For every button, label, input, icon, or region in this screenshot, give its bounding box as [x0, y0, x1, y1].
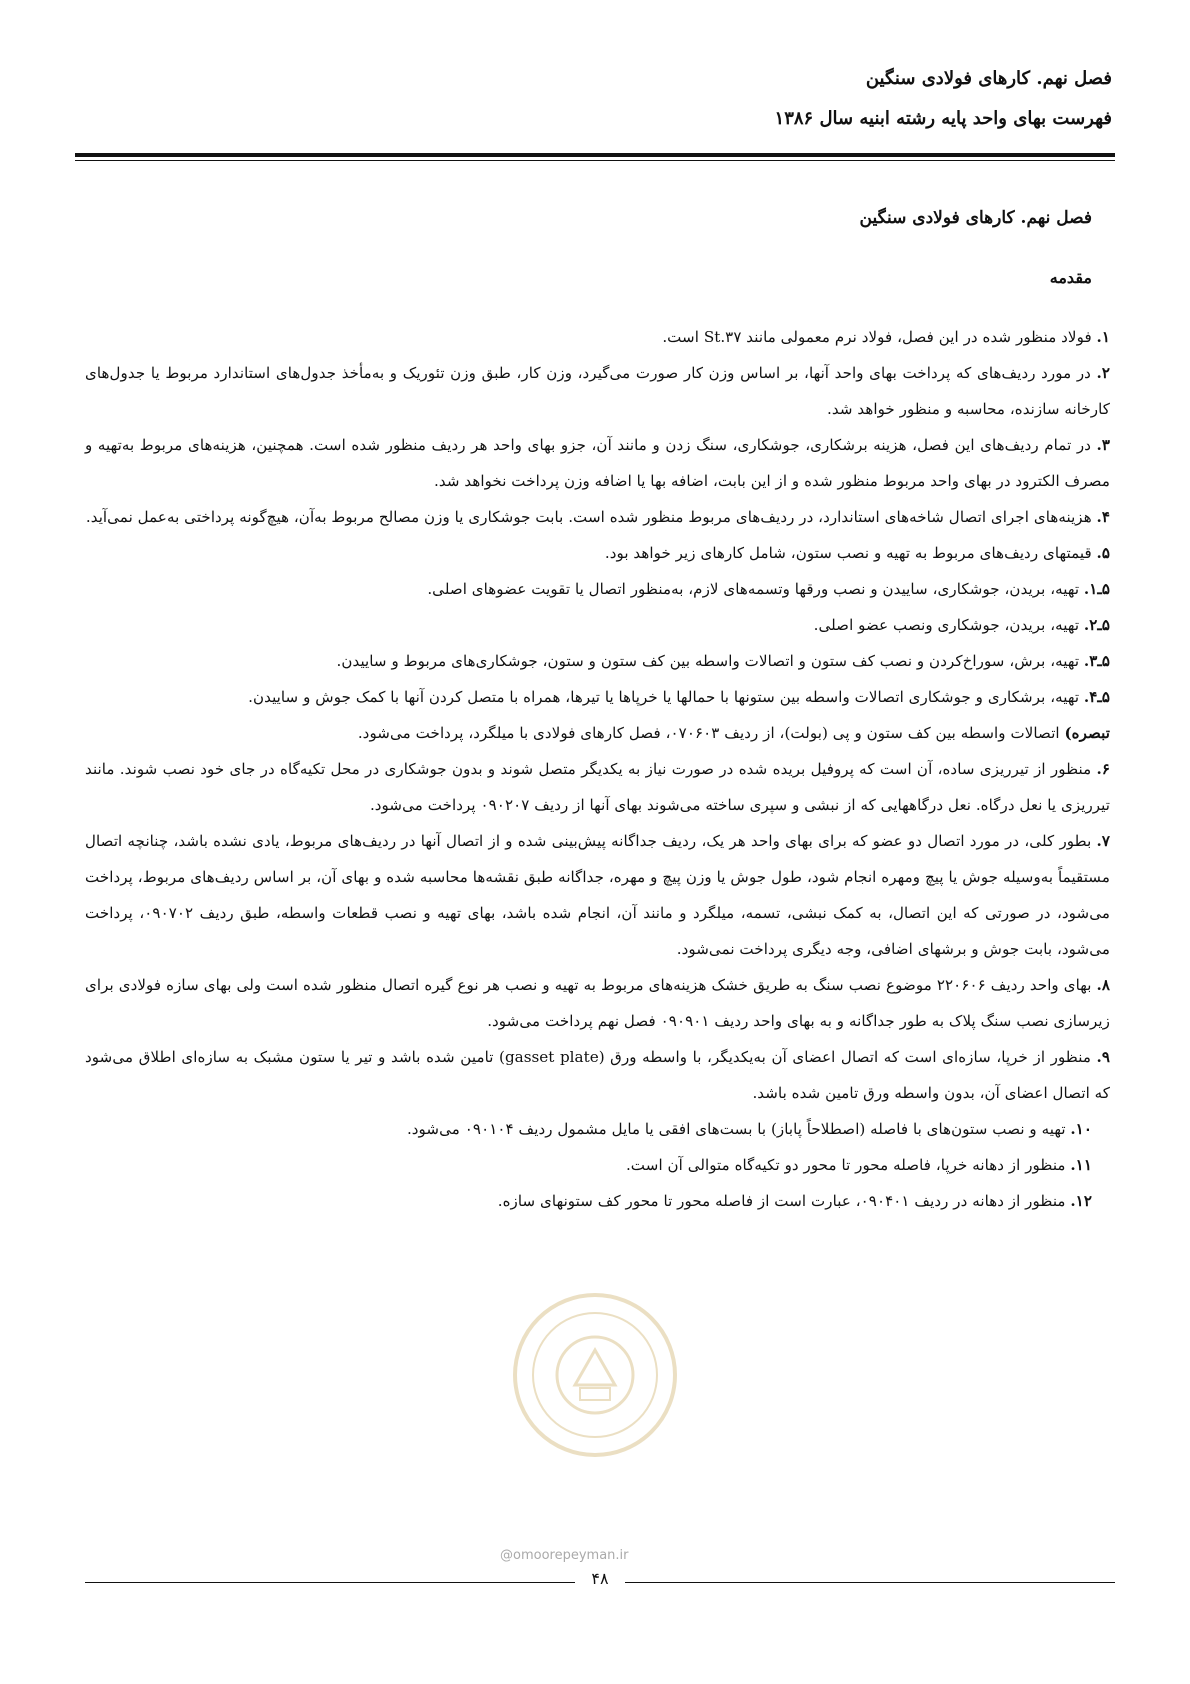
- paragraph-9: [85, 1039, 1110, 1111]
- paragraph-number: ۹.: [1096, 1048, 1110, 1066]
- header-divider-thin: [75, 160, 1115, 161]
- paragraph-number: ۵.: [1096, 544, 1110, 562]
- paragraph-number: ۵ـ۱.: [1083, 580, 1110, 598]
- paragraph-number: ۷.: [1096, 832, 1110, 850]
- paragraph-3: [85, 427, 1110, 499]
- paragraph-2: [85, 355, 1110, 427]
- note-label: تبصره): [1064, 724, 1110, 742]
- paragraph-text: منظور از دهانه خرپا، فاصله محور تا محور دو تکیه‌گاه متوالی آن است.: [625, 1156, 1071, 1174]
- paragraph-number: ۵ـ۴.: [1083, 688, 1110, 706]
- document-body: [85, 200, 1110, 1219]
- paragraph-number: ۱.: [1096, 328, 1110, 346]
- page-number: ۴۸: [591, 1569, 609, 1588]
- paragraph-text: منظور از تیرریزی ساده، آن است که پروفیل بریده شده در صورت نیاز به یکدیگر متصل شوند و بدون جوشکاری در محل تکیه‌گاه در جای خود نصب شوند. مانند تیرریزی یا نعل درگاه. نعل درگاههایی که از نبشی و سپری ساخته می‌شوند بهای آنها از ردیف ۰۹۰۲۰۷ پرداخت می‌شود.: [85, 760, 1110, 814]
- intro-heading: مقدمه: [1049, 268, 1092, 287]
- paragraph-text: تهیه، برش، سوراخ‌کردن و نصب کف ستون و اتصالات واسطه بین کف ستون و ستون، جوشکاری‌های مربوط و ساییدن.: [336, 652, 1084, 670]
- paragraph-5-4: [85, 679, 1110, 715]
- paragraph-text: در تمام ردیف‌های این فصل، هزینه برشکاری، جوشکاری، سنگ زدن و مانند آن، جزو بهای واحد هر ردیف منظور شده است. همچنین، هزینه‌های مربوط به‌تهیه و مصرف الکترود در بهای واحد مربوط منظور شده و از این بابت، اضافه بها یا اضافه وزن پرداخت نخواهد شد.: [85, 436, 1110, 490]
- paragraph-1: [85, 319, 1110, 355]
- paragraph-text: تهیه، بریدن، جوشکاری ونصب عضو اصلی.: [813, 616, 1084, 634]
- price-list-header: فهرست بهای واحد پایه رشته ابنیه سال ۱۳۸۶: [774, 108, 1112, 129]
- paragraph-number: ۴.: [1096, 508, 1110, 526]
- paragraph-text: فولاد منظور شده در این فصل، فولاد نرم معمولی مانند St.۳۷ است.: [662, 328, 1097, 346]
- paragraph-text: قیمتهای ردیف‌های مربوط به تهیه و نصب ستون، شامل کارهای زیر خواهد بود.: [604, 544, 1097, 562]
- watermark-seal-icon: [510, 1290, 680, 1460]
- footer-rule-right: [625, 1582, 1115, 1583]
- paragraph-number: ۵ـ۳.: [1083, 652, 1110, 670]
- paragraph-4: [85, 499, 1110, 535]
- paragraph-5: [85, 535, 1110, 571]
- paragraph-text: بطور کلی، در مورد اتصال دو عضو که برای بهای واحد هر یک، ردیف جداگانه پیش‌بینی شده و از اتصال آنها در ردیف‌های مربوط، یادی نشده باشد، چنانچه اتصال مستقیماً به‌وسیله جوش یا پیچ ومهره انجام شود، طول جوش یا وزن پیچ و مهره، جداگانه طبق نقشه‌ها محاسبه شده و بهای آن، بر اساس ردیف‌های مربوط، پرداخت می‌شود، در صورتی که این اتصال، به کمک نبشی، تسمه، میلگرد و مانند آن، انجام شده باشد، بهای تهیه و نصب قطعات واسطه، طبق ردیف ۰۹۰۷۰۲، پرداخت می‌شود، بابت جوش و برشهای اضافی، وجه دیگری پرداخت نمی‌شود.: [85, 832, 1110, 958]
- paragraph-text: تهیه، برشکاری و جوشکاری اتصالات واسطه بین ستونها با حمالها یا خرپاها یا تیرها، همراه با متصل کردن آنها با کمک جوش و ساییدن.: [248, 688, 1084, 706]
- paragraph-5-3: [85, 643, 1110, 679]
- paragraph-number: ۱۱.: [1070, 1156, 1092, 1174]
- footer-rule-left: [85, 1582, 575, 1583]
- paragraph-number: ۶.: [1096, 760, 1110, 778]
- paragraph-7: [85, 823, 1110, 967]
- paragraph-text: اتصالات واسطه بین کف ستون و پی (بولت)، از ردیف ۰۷۰۶۰۳، فصل کارهای فولادی با میلگرد، پرداخت می‌شود.: [357, 724, 1065, 742]
- paragraph-text: منظور از خرپا، سازه‌ای است که اتصال اعضای آن به‌یکدیگر، با واسطه ورق (gasset plate) تامین شده باشد و تیر یا ستون مشبک به سازه‌ای اطلاق می‌شود که اتصال اعضای آن، بدون واسطه ورق تامین شده باشد.: [85, 1048, 1110, 1102]
- paragraph-number: ۳.: [1096, 436, 1110, 454]
- note-paragraph: [85, 715, 1110, 751]
- paragraph-text: تهیه و نصب ستون‌های با فاصله (اصطلاحاً پاباز) با بست‌های افقی یا مایل مشمول ردیف ۰۹۰۱۰۴ می‌شود.: [406, 1120, 1071, 1138]
- paragraph-text: در مورد ردیف‌های که پرداخت بهای واحد آنها، بر اساس وزن کار صورت می‌گیرد، وزن کار، طبق وزن تئوریک و به‌مأخذ جدول‌های استاندارد مربوط یا جدول‌های کارخانه سازنده، محاسبه و منظور خواهد شد.: [85, 364, 1110, 418]
- chapter-header: فصل نهم. کارهای فولادی سنگین: [865, 68, 1112, 89]
- watermark-url: @omoorepeyman.ir: [500, 1548, 629, 1563]
- paragraph-number: ۱۲.: [1070, 1192, 1092, 1210]
- paragraph-number: ۲.: [1096, 364, 1110, 382]
- paragraph-text: بهای واحد ردیف ۲۲۰۶۰۶ موضوع نصب سنگ به طریق خشک هزینه‌های مربوط به تهیه و نصب هر نوع گیره اتصال منظور شده است ولی بهای سازه فولادی برای زیرسازی نصب سنگ پلاک به طور جداگانه و به بهای واحد ردیف ۰۹۰۹۰۱ فصل نهم پرداخت می‌شود.: [85, 976, 1110, 1030]
- paragraph-5-2: [85, 607, 1110, 643]
- paragraph-text: منظور از دهانه در ردیف ۰۹۰۴۰۱، عبارت است از فاصله محور تا محور کف ستونهای سازه.: [497, 1192, 1071, 1210]
- paragraph-6: [85, 751, 1110, 823]
- paragraph-12: [85, 1183, 1092, 1219]
- paragraph-10: [85, 1111, 1092, 1147]
- paragraph-text: تهیه، بریدن، جوشکاری، ساییدن و نصب ورقها وتسمه‌های لازم، به‌منظور اتصال یا تقویت عضوهای اصلی.: [427, 580, 1084, 598]
- paragraph-11: [85, 1147, 1092, 1183]
- paragraph-8: [85, 967, 1110, 1039]
- paragraph-number: ۸.: [1096, 976, 1110, 994]
- paragraph-5-1: [85, 571, 1110, 607]
- paragraph-number: ۱۰.: [1070, 1120, 1092, 1138]
- header-divider-thick: [75, 153, 1115, 157]
- paragraph-text: هزینه‌های اجرای اتصال شاخه‌های استاندارد، در ردیف‌های مربوط منظور شده است. بابت جوشکاری یا وزن مصالح مربوط به‌آن، هیچ‌گونه پرداختی به‌عمل نمی‌آید.: [85, 508, 1097, 526]
- section-title: فصل نهم. کارهای فولادی سنگین: [859, 208, 1092, 228]
- paragraph-number: ۵ـ۲.: [1083, 616, 1110, 634]
